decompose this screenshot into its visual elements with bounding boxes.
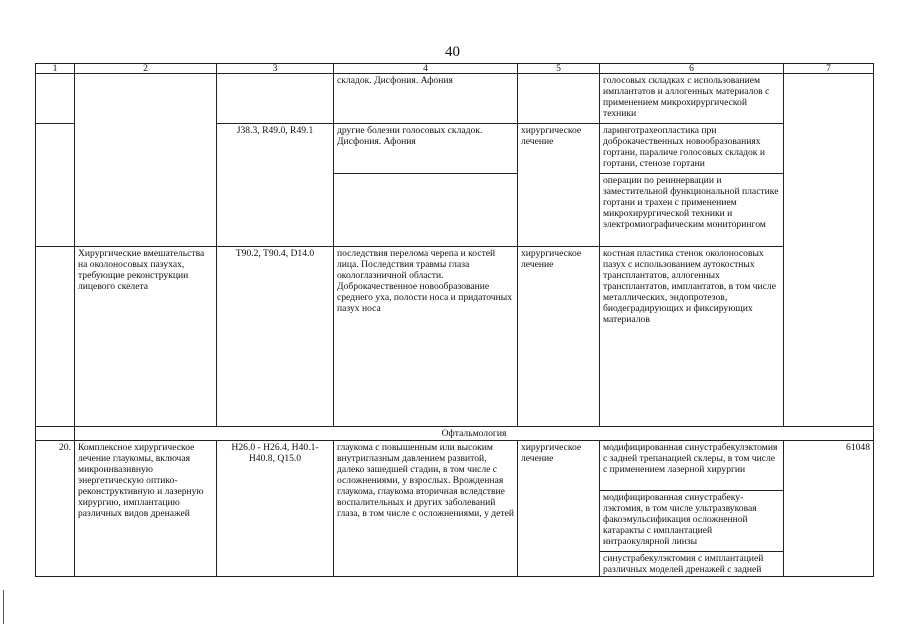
header-row [36, 64, 874, 74]
section-title: Офтальмология [75, 427, 874, 441]
header-col-5: 5 [518, 64, 600, 74]
table-row [36, 441, 874, 491]
header-col-1: 1 [36, 64, 75, 74]
cell-num [36, 124, 75, 247]
cell-method: операции по реиннервации и заместительной функциональной пластике гортани и трахеи с применением микрохирургической техники и электромиографическим мониторингом [600, 174, 784, 247]
cell-treatment: хирургическое лечение [518, 441, 600, 577]
cell-codes: J38.3, R49.0, R49.1 [217, 124, 334, 247]
header-col-2: 2 [75, 64, 217, 74]
cell-treatment: хирургическое лечение [518, 247, 600, 427]
services-table [35, 63, 874, 577]
cell-name [75, 74, 217, 247]
table-row [36, 74, 874, 124]
cell-treatment: хирургическое лечение [518, 124, 600, 247]
header-col-3: 3 [217, 64, 334, 74]
cell-method: синустрабекулэктомия с имплантацией различных моделей дренажей с задней [600, 552, 784, 577]
cell-diagnosis: последствия перелома черепа и костей лица. Последствия травмы глаза окологлазничной области. Доброкачественное новообразование среднего уха, полости носа и придаточных пазух носа [334, 247, 518, 427]
section-row [36, 427, 874, 441]
scan-edge-line [3, 590, 4, 624]
cell-method: модифицированная синустрабекулэктомия с задней трепанацией склеры, в том числе с применением лазерной хирургии [600, 441, 784, 491]
cell-num [36, 247, 75, 427]
cell-method: модифицированная синустрабеку-лэктомия, в том числе ультразвуковая факоэмульсификация осложненной катаракты с имплантацией интраокулярной линзы [600, 491, 784, 552]
cell-method: голосовых складках с использованием имплантатов и аллогенных материалов с применением микрохирургической техники [600, 74, 784, 124]
header-col-4: 4 [334, 64, 518, 74]
cell-diagnosis: складок. Дисфония. Афония [334, 74, 518, 124]
cell-codes [217, 74, 334, 124]
cell-method: ларинготрахеопластика при доброкачественных новообразованиях гортани, параличе голосовых складок и гортани, стенозе гортани [600, 124, 784, 174]
header-col-7: 7 [784, 64, 874, 74]
cell-num [36, 74, 75, 124]
cell-method: костная пластика стенок околоносовых пазух с использованием аутокостных трансплантатов, аллогенных трансплантатов, имплантатов, в том числе металлических, эндопротезов, биодеградирующих и фиксирующих материалов [600, 247, 784, 427]
header-col-6: 6 [600, 64, 784, 74]
cell-quota: 61048 [784, 441, 874, 577]
cell-quota [784, 74, 874, 427]
cell-treatment [518, 74, 600, 124]
section-spacer [36, 427, 75, 441]
cell-name: Хирургические вмешательства на околоносовых пазухах, требующие реконструкции лицевого скелета [75, 247, 217, 427]
cell-codes: T90.2, T90.4, D14.0 [217, 247, 334, 427]
cell-codes: H26.0 - H26.4, H40.1- H40.8, Q15.0 [217, 441, 334, 577]
cell-num: 20. [36, 441, 75, 577]
cell-diagnosis: другие болезни голосовых складок. Дисфония. Афония [334, 124, 518, 174]
cell-name: Комплексное хирургическое лечение глаукомы, включая микроинвазивную энергетическую оптико-реконструктивную и лазерную хирургию, имплантацию различных видов дренажей [75, 441, 217, 577]
cell-diagnosis: глаукома с повышенным или высоким внутриглазным давлением развитой, далеко зашедшей стадии, в том числе с осложнениями, у взрослых. Врожденная глаукома, глаукома вторичная вследствие воспалительных и других заболеваний глаза, в том числе с осложнениями, у детей [334, 441, 518, 577]
page-number: 40 [445, 44, 460, 60]
cell-diagnosis [334, 174, 518, 247]
table-row [36, 247, 874, 427]
